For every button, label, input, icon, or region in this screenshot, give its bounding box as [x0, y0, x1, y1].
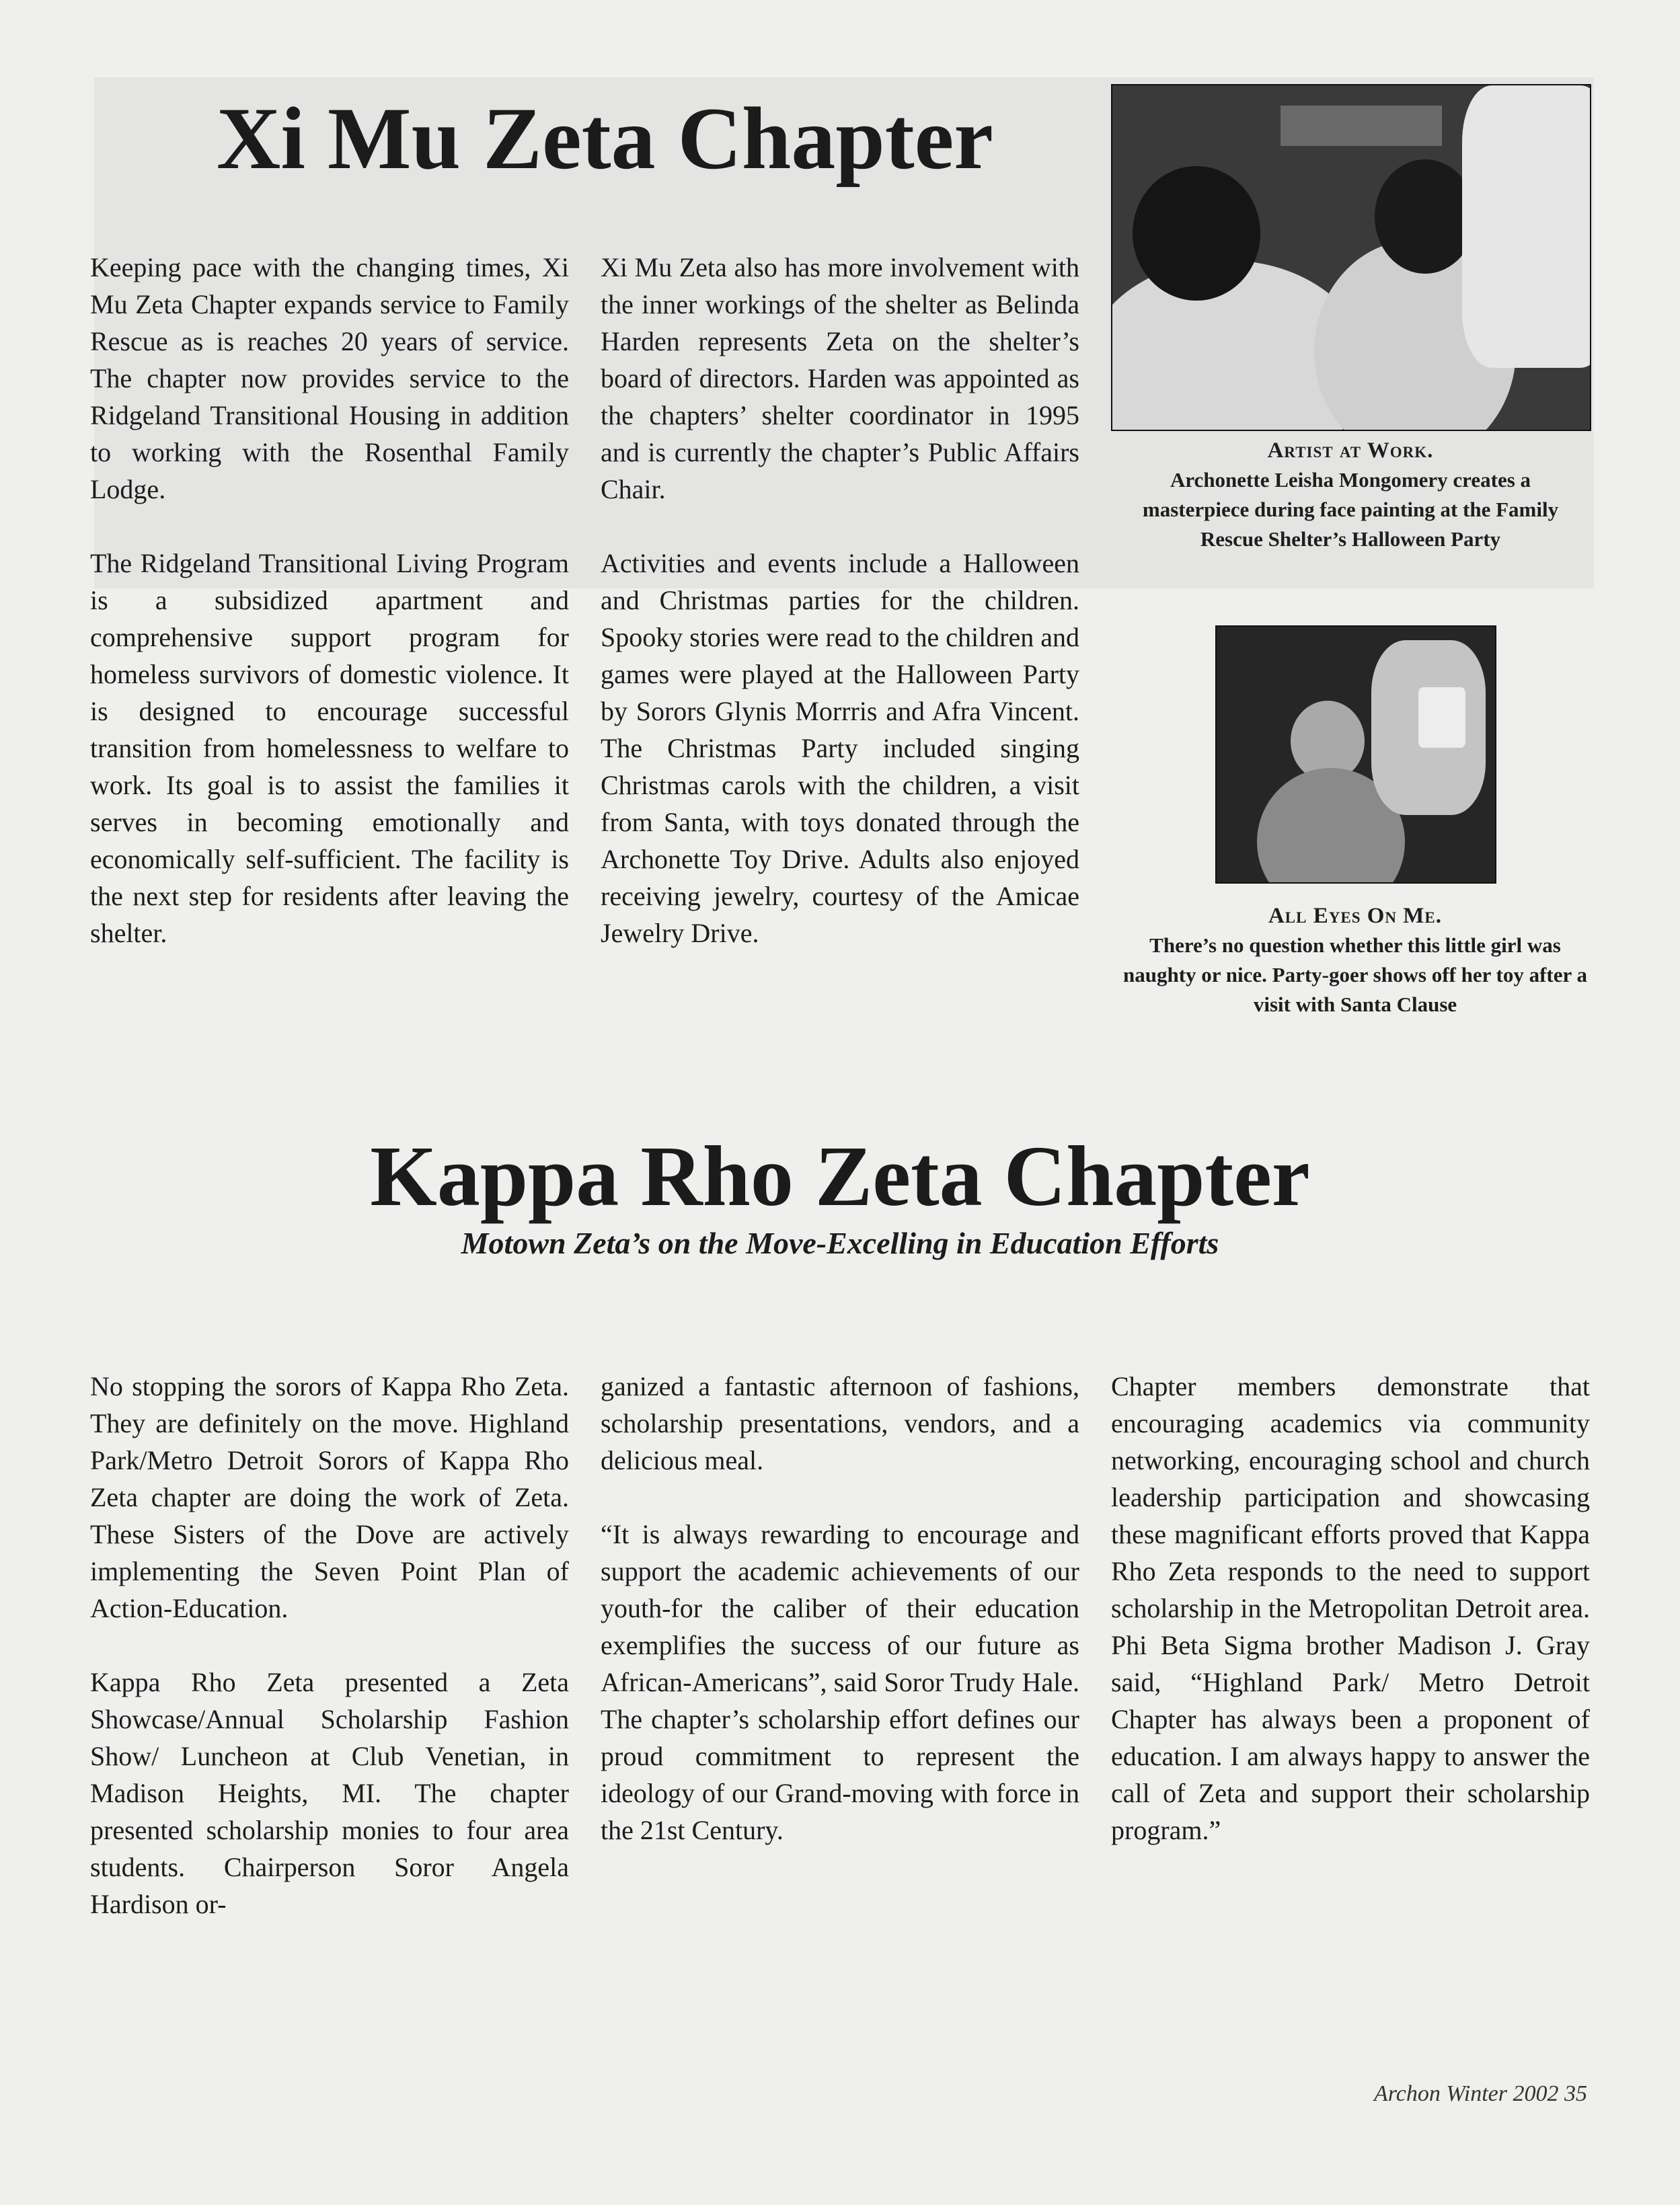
xi-mu-column-1: [90, 249, 569, 952]
paragraph: Chapter members demonstrate that encouraging academics via community networking, encouraging school and church leadership participation and showcasing these magnificant efforts proved that Kappa Rho Zeta responds to the need to support scholarship in the Metropolitan Detroit area. Phi Beta Sigma brother Madison J. Gray said, “Highland Park/ Metro Detroit Chapter has always been a proponent of education. I am always happy to answer the call of Zeta and support their scholarship program.”: [1111, 1371, 1590, 1845]
kappa-rho-column-3: [1111, 1368, 1590, 1849]
paragraph: Xi Mu Zeta also has more involvement with the inner workings of the shelter as Belinda Harden represents Zeta on the shelter’s board of directors. Harden was appointed as the chapters’ shelter coordinator in 1995 and is currently the chapter’s Public Affairs Chair.: [601, 252, 1079, 504]
paragraph: The Ridgeland Transitional Living Program is a subsidized apartment and comprehensive support program for homeless survivors of domestic violence. It is designed to encourage successful transition from homelessness to welfare to work. Its goal is to assist the families it serves in becoming emotionally and economically self-sufficient. The facility is the next step for residents after leaving the shelter.: [90, 548, 569, 948]
xi-mu-column-2: [601, 249, 1079, 952]
photo1-caption-text: Archonette Leisha Mongomery creates a masterpiece during face painting at the Family Rescue Shelter’s Halloween Party: [1142, 468, 1559, 551]
photo-artist-at-work: [1111, 84, 1591, 431]
paragraph: Activities and events include a Halloween and Christmas parties for the children. Spooky stories were read to the children and games were played at the Halloween Party by Sorors Glynis Morrris and Afra Vincent. The Christmas Party included singing Christmas carols with the children, a visit from Santa, with toys donated through the Archonette Toy Drive. Adults also enjoyed receiving jewelry, courtesy of the Amicae Jewelry Drive.: [601, 548, 1080, 948]
photo1-caption-title: Artist at Work.: [1267, 438, 1434, 463]
photo2-caption: [1116, 901, 1594, 1019]
paragraph: ganized a fantastic afternoon of fashions, scholarship presentations, vendors, and a delicious meal.: [601, 1371, 1079, 1475]
kappa-rho-column-1: [90, 1368, 569, 1923]
paragraph: No stopping the sorors of Kappa Rho Zeta. They are definitely on the move. Highland Park/Metro Detroit Sorors of Kappa Rho Zeta chapter are doing the work of Zeta. These Sisters of the Dove are actively implementing the Seven Point Plan of Action-Education.: [90, 1371, 569, 1623]
photo2-caption-title: All Eyes On Me.: [1268, 904, 1443, 928]
photo1-caption: [1115, 436, 1586, 554]
kappa-rho-subtitle: Motown Zeta’s on the Move-Excelling in Education Efforts: [461, 1226, 1219, 1260]
page-footer: Archon Winter 2002 35: [1374, 2081, 1587, 2106]
xi-mu-title: Xi Mu Zeta Chapter: [217, 89, 993, 188]
paragraph: Keeping pace with the changing times, Xi Mu Zeta Chapter expands service to Family Rescue as is reaches 20 years of service. The chapter now provides service to the Ridgeland Transitional Housing in addition to working with the Rosenthal Family Lodge.: [90, 252, 569, 504]
paragraph: Kappa Rho Zeta presented a Zeta Showcase/Annual Scholarship Fashion Show/ Luncheon at Club Venetian, in Madison Heights, MI. The chapter presented scholarship monies to four area students. Chairperson Soror Angela Hardison or-: [90, 1667, 569, 1919]
paragraph: “It is always rewarding to encourage and support the academic achievements of our youth-for the caliber of their education exemplifies the success of our future as African-Americans”, said Soror Trudy Hale. The chapter’s scholarship effort defines our proud commitment to represent the ideology of our Grand-moving with force in the 21st Century.: [601, 1519, 1079, 1845]
photo-all-eyes-on-me: [1215, 625, 1496, 884]
photo2-caption-text: There’s no question whether this little girl was naughty or nice. Party-goer shows off her toy after a visit with Santa Clause: [1123, 933, 1587, 1016]
kappa-rho-column-2: [601, 1368, 1079, 1849]
kappa-rho-title: Kappa Rho Zeta Chapter: [370, 1128, 1310, 1224]
